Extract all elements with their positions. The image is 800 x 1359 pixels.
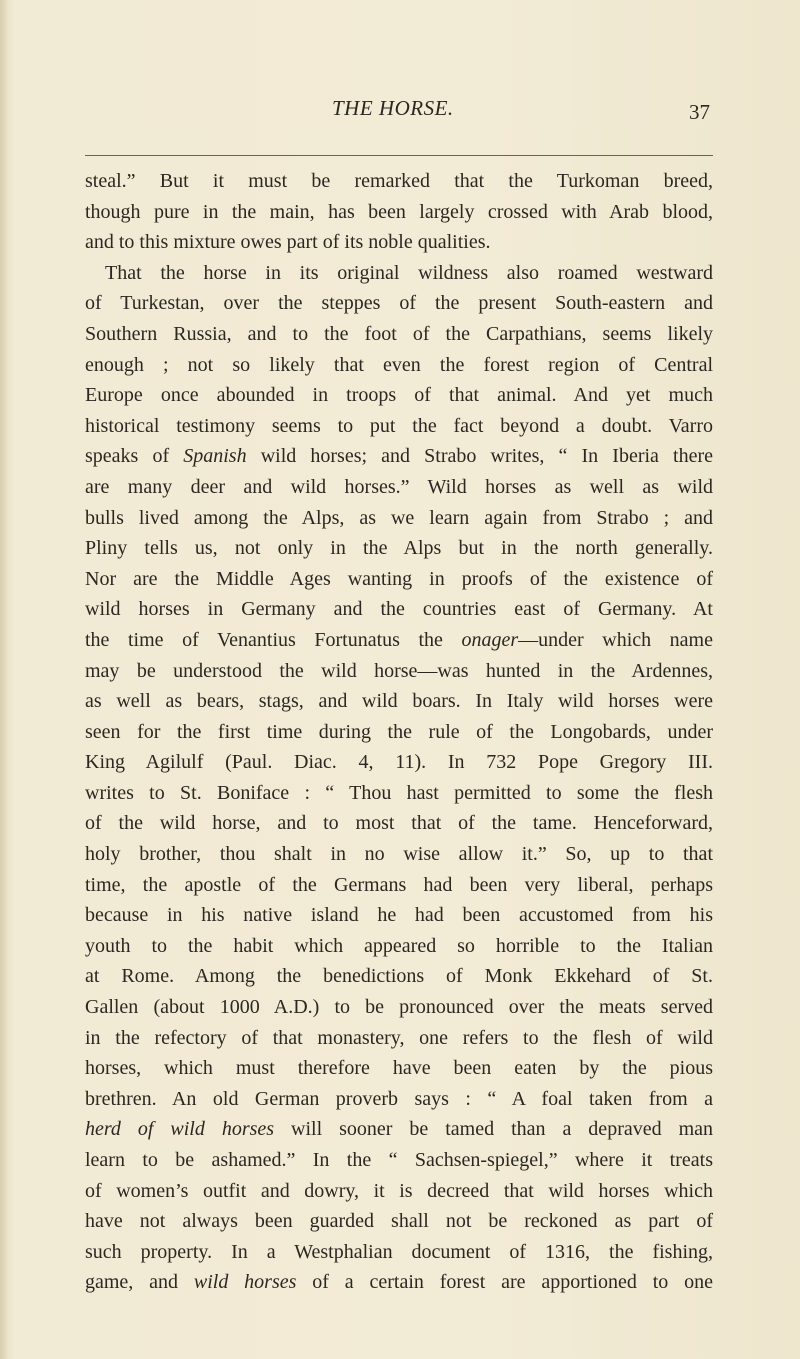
italic-text: herd of wild horses [85,1118,275,1141]
text-line [85,350,713,381]
text-line [85,227,713,258]
text-line [85,166,713,197]
text-line [85,1114,713,1145]
text-run: in the refectory of that monastery, one refers to the flesh of wild [85,1026,713,1049]
text-run: writes to St. Boniface : “ Thou hast permitted to some the flesh [85,781,713,804]
text-line [85,625,713,656]
text-line [85,1145,713,1176]
text-run: Gallen (about 1000 A.D.) to be pronounced over the meats served [85,996,713,1019]
text-line [85,441,713,472]
text-run: Europe once abounded in troops of that animal. And yet much [85,384,713,407]
text-run: wild horses in Germany and the countries east of Germany. At [85,598,713,621]
text-line [85,839,713,870]
text-run: as well as bears, stags, and wild boars. In Italy wild horses were [85,690,713,713]
text-line [85,564,713,595]
italic-text: wild horses [193,1271,297,1294]
text-line [85,778,713,809]
text-run: though pure in the main, has been largely crossed with Arab blood, [85,200,713,223]
text-run: are many deer and wild horses.” Wild horses as well as wild [85,475,713,498]
text-run: of Turkestan, over the steppes of the present South-eastern and [85,292,713,315]
text-line [85,1084,713,1115]
text-line [85,503,713,534]
text-line [85,319,713,350]
text-run: bulls lived among the Alps, as we learn again from Strabo ; and [85,506,713,529]
text-run: brethren. An old German proverb says : “ A foal taken from a [85,1087,713,1110]
text-run: have not always been guarded shall not be reckoned as part of [85,1210,713,1233]
text-run: game, and [85,1271,194,1294]
text-run: That the horse in its original wildness also roamed westward [105,261,713,284]
text-run: time, the apostle of the Germans had been very liberal, perhaps [85,873,713,896]
text-line [85,686,713,717]
text-line [85,1023,713,1054]
text-run: such property. In a Westphalian document of 1316, the fishing, [85,1240,713,1263]
text-run: King Agilulf (Paul. Diac. 4, 11). In 732 Pope Gregory III. [85,751,713,774]
text-line [85,717,713,748]
text-run: wild horses; and Strabo writes, “ In Iberia there [246,445,714,468]
page-number: 37 [689,100,710,124]
text-line [85,472,713,503]
header-rule [85,155,713,156]
text-run: Nor are the Middle Ages wanting in proofs of the existence of [85,567,713,590]
text-line [85,870,713,901]
text-run: enough ; not so likely that even the forest region of Central [85,353,713,376]
page-gutter-shadow [0,0,8,1359]
text-line [85,808,713,839]
text-line [85,900,713,931]
text-line [85,1237,713,1268]
text-run: steal.” But it must be remarked that the Turkoman breed, [85,170,713,192]
text-line [85,380,713,411]
text-run: will sooner be tamed than a depraved man [274,1118,714,1141]
text-line [85,411,713,442]
text-run: learn to be ashamed.” In the “ Sachsen-spiegel,” where it treats [85,1149,713,1171]
text-run: may be understood the wild horse—was hunted in the Ardennes, [85,659,713,682]
text-run: of a certain forest are apportioned to one [296,1271,713,1294]
running-title: THE HORSE. [332,96,454,120]
text-run: holy brother, thou shalt in no wise allow it.” So, up to that [85,843,713,866]
text-line [85,1176,713,1207]
text-run: seen for the first time during the rule of the Longobards, under [85,720,713,743]
text-run: the time of Venantius Fortunatus the [85,628,462,651]
text-run: Pliny tells us, not only in the Alps but in the north generally. [85,537,713,560]
text-line [85,931,713,962]
text-line [85,197,713,228]
text-run: and to this mixture owes part of its noble qualities. [85,231,491,254]
text-line [85,1267,713,1298]
text-line [85,258,713,289]
text-run: of the wild horse, and to most that of the tame. Henceforward, [85,812,713,835]
text-run: youth to the habit which appeared so horrible to the Italian [85,934,713,957]
text-run: because in his native island he had been accustomed from his [85,904,713,927]
text-line [85,1053,713,1084]
text-run: Southern Russia, and to the foot of the Carpathians, seems likely [85,322,713,345]
italic-text: Spanish [183,445,247,468]
text-line [85,961,713,992]
body-text [85,166,713,1298]
text-run: —under which name [518,628,713,651]
text-run: at Rome. Among the benedictions of Monk Ekkehard of St. [85,965,713,988]
italic-text: onager [461,628,519,651]
text-line [85,1206,713,1237]
page-header [0,96,800,140]
text-line [85,288,713,319]
text-run: historical testimony seems to put the fact beyond a doubt. Varro [85,414,713,437]
text-line [85,533,713,564]
text-line [85,594,713,625]
text-line [85,656,713,687]
text-run: speaks of [85,445,184,468]
text-run: of women’s outfit and dowry, it is decreed that wild horses which [85,1179,713,1202]
text-run: horses, which must therefore have been eaten by the pious [85,1057,713,1080]
text-line [85,992,713,1023]
text-line [85,747,713,778]
